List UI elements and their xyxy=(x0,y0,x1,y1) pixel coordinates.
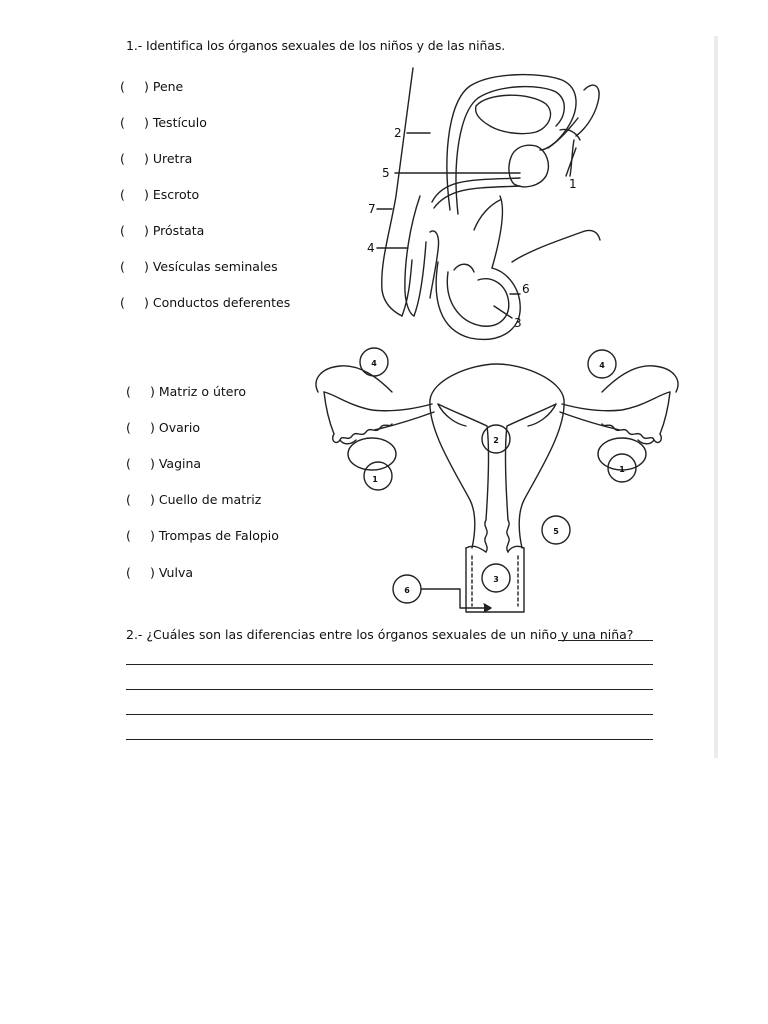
blank-paren: ( xyxy=(126,384,131,399)
blank-paren: ( xyxy=(120,295,125,310)
female-item-label: ) Trompas de Falopio xyxy=(150,528,279,543)
blank-paren: ( xyxy=(126,456,131,471)
blank-paren: ( xyxy=(126,528,131,543)
male-item-label: ) Próstata xyxy=(144,223,205,238)
female-label-4-left: 4 xyxy=(371,359,377,368)
male-label-3: 3 xyxy=(514,316,522,330)
male-label-5: 5 xyxy=(382,166,390,180)
blank-paren: ( xyxy=(126,492,131,507)
male-label-4: 4 xyxy=(367,241,375,255)
answer-line[interactable] xyxy=(126,689,653,690)
blank-paren: ( xyxy=(120,187,125,202)
male-label-7: 7 xyxy=(368,202,376,216)
question-2: 2.- ¿Cuáles son las diferencias entre los órganos sexuales de un niño y una niña? xyxy=(126,627,634,642)
female-label-2: 2 xyxy=(493,436,499,445)
male-item-label: ) Conductos deferentes xyxy=(144,295,291,310)
female-label-4-right: 4 xyxy=(599,361,605,370)
answer-line[interactable] xyxy=(126,739,653,740)
male-item-label: ) Pene xyxy=(144,79,184,94)
blank-paren: ( xyxy=(120,223,125,238)
question-1-title: 1.- Identifica los órganos sexuales de los niños y de las niñas. xyxy=(126,38,506,53)
male-anatomy-diagram xyxy=(377,68,600,339)
male-item-label: ) Uretra xyxy=(144,151,193,166)
male-label-2: 2 xyxy=(394,126,402,140)
answer-line-inline[interactable] xyxy=(558,640,653,641)
female-item-label: ) Ovario xyxy=(150,420,201,435)
blank-paren: ( xyxy=(120,115,125,130)
blank-paren: ( xyxy=(126,565,131,580)
female-diagram-numbers xyxy=(371,359,625,595)
blank-paren: ( xyxy=(120,79,125,94)
female-label-1-left: 1 xyxy=(372,475,378,484)
male-label-6: 6 xyxy=(522,282,530,296)
blank-paren: ( xyxy=(126,420,131,435)
blank-paren: ( xyxy=(120,151,125,166)
female-item-label: ) Vulva xyxy=(150,565,194,580)
answer-line[interactable] xyxy=(126,714,653,715)
blank-paren: ( xyxy=(120,259,125,274)
female-label-1-right: 1 xyxy=(619,465,625,474)
female-label-5: 5 xyxy=(553,527,559,536)
female-label-6: 6 xyxy=(404,586,410,595)
male-diagram-numbers xyxy=(367,126,577,330)
female-item-label: ) Vagina xyxy=(150,456,202,471)
female-item-label: ) Matriz o útero xyxy=(150,384,246,399)
male-label-1: 1 xyxy=(569,177,577,191)
answer-line[interactable] xyxy=(126,664,653,665)
female-label-3: 3 xyxy=(493,575,499,584)
male-item-label: ) Testículo xyxy=(144,115,207,130)
male-item-label: ) Escroto xyxy=(144,187,200,202)
female-item-label: ) Cuello de matriz xyxy=(150,492,262,507)
female-anatomy-diagram xyxy=(316,348,678,612)
male-item-label: ) Vesículas seminales xyxy=(144,259,278,274)
